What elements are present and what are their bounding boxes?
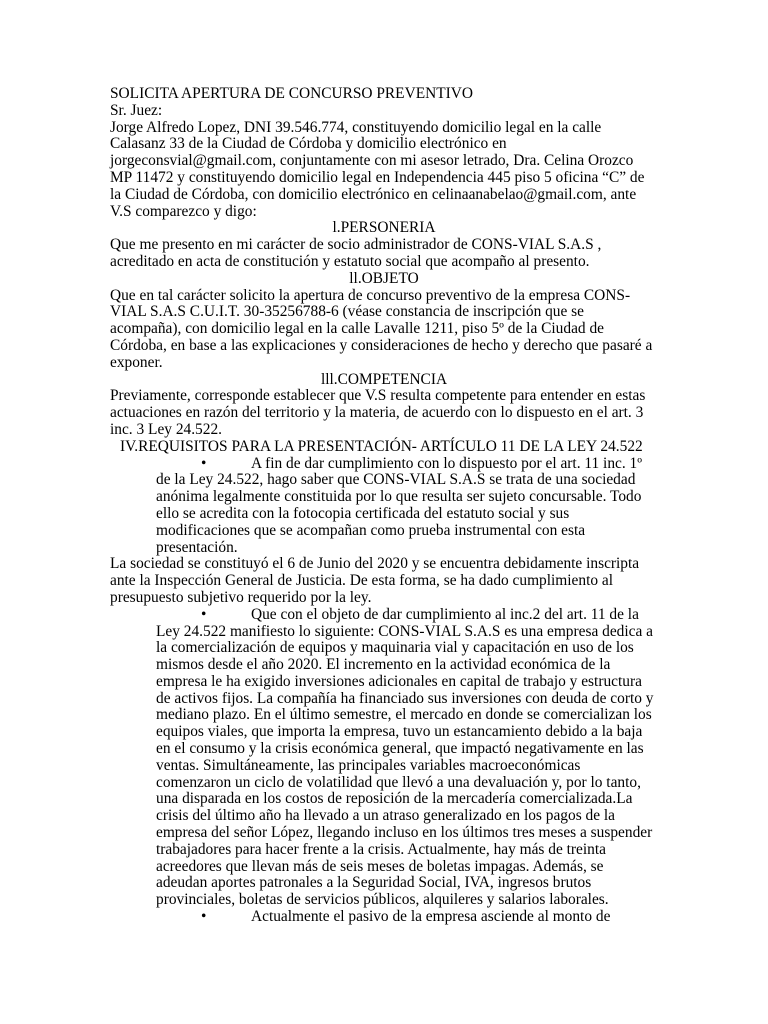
bullet-item-2: [156, 607, 658, 909]
document-body: [110, 86, 658, 926]
bullet-icon: •: [201, 605, 207, 623]
document-title: SOLICITA APERTURA DE CONCURSO PREVENTIVO: [110, 85, 473, 102]
section-heading-objeto: ll.OBJETO: [349, 269, 419, 287]
section-body-personeria: Que me presento en mi carácter de socio administrador de CONS-VIAL S.A.S , acreditado en acta de constitución y estatuto social que acompaño al presento.: [110, 236, 602, 270]
section-body-objeto: Que en tal carácter solicito la apertura de concurso preventivo de la empresa CONS-VIAL S.A.S C.U.I.T. 30-35256788-6 (véase constancia de inscripción que se acompaña), con domicilio legal en la calle Lavalle 1211, piso 5º de la Ciudad de Córdoba, en base a las explicaciones y consideraciones de hecho y derecho que pasaré a exponer.: [110, 286, 653, 371]
bullet-item-3: [156, 909, 658, 926]
section-body-competencia: Previamente, corresponde establecer que V.S resulta competente para entender en estas actuaciones en razón del territorio y la materia, de acuerdo con lo dispuesto en el art. 3 inc. 3 Ley 24.522.: [110, 387, 646, 438]
bullet-icon: •: [201, 454, 207, 472]
paragraph-constitucion: La sociedad se constituyó el 6 de Junio del 2020 y se encuentra debidamente inscripta ante la Inspección General de Justicia. De esta forma, se ha dado cumplimiento al presupuesto subjetivo requerido por la ley.: [110, 555, 640, 606]
bullet-icon: •: [201, 908, 207, 926]
bullet-item-2-text: Que con el objeto de dar cumplimiento al inc.2 del art. 11 de la Ley 24.522 manifiesto lo siguiente: CONS-VIAL S.A.S es una empresa dedica a la comercialización de equipos y maquinaria vial y capacitación en uso de los mismos desde el año 2020. El incremento en la actividad económica de la empresa le ha exigido inversiones adicionales en capital de trabajo y estructura de activos fijos. La compañía ha financiado sus inversiones con deuda de corto y mediano plazo. En el último semestre, el mercado en donde se comercializan los equipos viales, que importa la empresa, tuvo un estancamiento debido a la baja en el consumo y la crisis económica general, que impactó negativamente en las ventas. Simultáneamente, las principales variables macroeconómicas comenzaron un ciclo de volatilidad que llevó a una devaluación y, por lo tanto, una disparada en los costos de reposición de la mercadería comercializada.La crisis del último año ha llevado a un atraso generalizado en los pagos de la empresa del señor López, llegando incluso en los últimos tres meses a suspender trabajadores para hacer frente a la crisis. Actualmente, hay más de treinta acreedores que llevan más de seis meses de boletas impagas. Además, se adeudan aportes patronales a la Seguridad Social, IVA, ingresos brutos provinciales, boletas de servicios públicos, alquileres y salarios laborales.: [156, 605, 654, 909]
salutation: Sr. Juez:: [110, 101, 163, 119]
bullet-item-1-text: A fin de dar cumplimiento con lo dispuesto por el art. 11 inc. 1º de la Ley 24.522, hago saber que CONS-VIAL S.A.S se trata de una sociedad anónima legalmente constituida por lo que resulta ser sujeto concursable. Todo ello se acredita con la fotocopia certificada del estatuto social y sus modificaciones que se acompañan como prueba instrumental con esta presentación.: [156, 454, 643, 556]
intro-paragraph: Jorge Alfredo Lopez, DNI 39.546.774, constituyendo domicilio legal en la calle Calasanz 33 de la Ciudad de Córdoba y domicilio electrónico en jorgeconsvial@gmail.com, conjuntamente con mi asesor letrado, Dra. Celina Orozco MP 11472 y constituyendo domicilio legal en Independencia 445 piso 5 oficina “C” de la Ciudad de Córdoba, con domicilio electrónico en celinaanabelao@gmail.com, ante V.S comparezco y digo:: [110, 118, 645, 220]
section-heading-requisitos: IV.REQUISITOS PARA LA PRESENTACIÓN- ARTÍCULO 11 DE LA LEY 24.522: [120, 437, 643, 455]
section-heading-personeria: l.PERSONERIA: [332, 219, 436, 237]
bullet-item-3-text: Actualmente el pasivo de la empresa asciende al monto de: [251, 908, 611, 926]
bullet-item-1: [156, 456, 658, 557]
section-heading-competencia: lll.COMPETENCIA: [320, 370, 448, 388]
